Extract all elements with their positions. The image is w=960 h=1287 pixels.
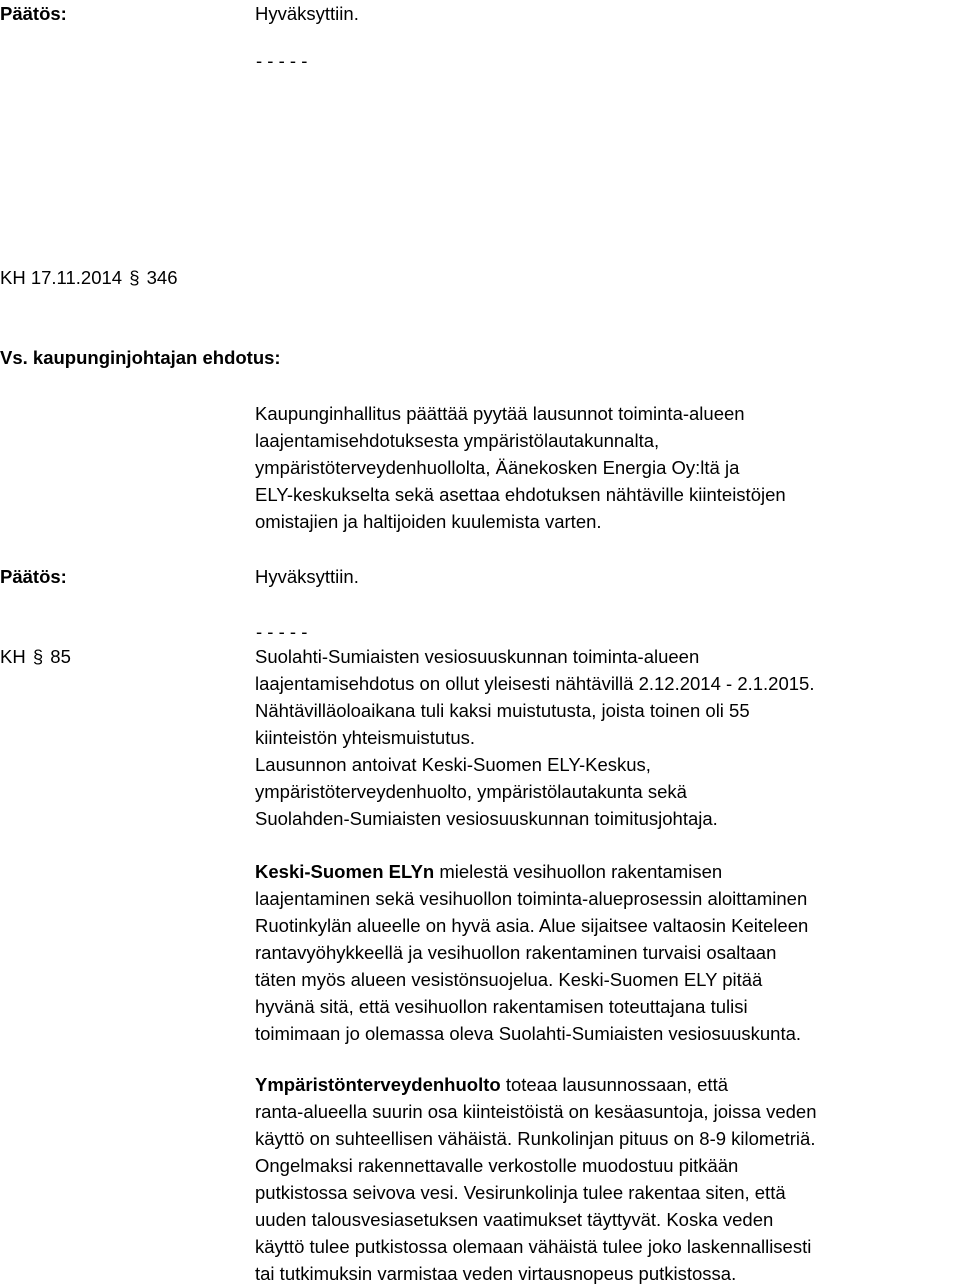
proposal-line: Kaupunginhallitus päättää pyytää lausunnot toiminta-alueen [255,403,745,424]
section-sign: § [129,267,140,288]
item-line: Nähtävilläoloaikana tuli kaksi muistutusta, joista toinen oli 55 [255,700,750,721]
decision-label-second: Päätös: [0,566,67,587]
item-line: ympäristöterveydenhuolto, ympäristölautakunta sekä [255,781,687,802]
ely-line: Ruotinkylän alueelle on hyvä asia. Alue sijaitsee valtaosin Keiteleen [255,915,809,936]
health-paragraph [255,1071,960,1287]
decision-label-top: Päätös: [0,3,67,24]
ely-paragraph [255,858,960,1047]
health-line: tai tutkimuksin varmistaa veden virtausnopeus putkistossa. [255,1263,737,1284]
health-line: ranta-alueella suurin osa kiinteistöistä on kesäasuntoja, joissa veden [255,1101,817,1122]
item-line: laajentamisehdotus on ollut yleisesti nähtävillä 2.12.2014 - 2.1.2015. [255,673,815,694]
kh-reference-number: 346 [146,267,178,288]
section-sign: § [32,646,44,667]
kh-item-prefix: KH [0,646,26,667]
health-line: putkistossa seivova vesi. Vesirunkolinja tulee rakentaa siten, että [255,1182,786,1203]
ely-line: hyvänä sitä, että vesihuollon rakentamisen toteuttajana tulisi [255,996,748,1017]
item-line: Suolahden-Sumiaisten vesiosuuskunnan toimitusjohtaja. [255,808,718,829]
decision-value-second: Hyväksyttiin. [255,566,359,587]
kh-reference-prefix: KH 17.11.2014 [0,267,123,288]
health-lead: Ympäristönterveydenhuolto [255,1074,501,1095]
ely-lead: Keski-Suomen ELYn [255,861,435,882]
proposal-paragraph [255,400,960,535]
ely-line: toimimaan jo olemassa oleva Suolahti-Sumiaisten vesiosuuskunta. [255,1023,802,1044]
health-line: käyttö on suhteellisen vähäistä. Runkolinjan pituus on 8-9 kilometriä. [255,1128,816,1149]
item-paragraph [255,643,960,832]
item-line: Suolahti-Sumiaisten vesiosuuskunnan toiminta-alueen [255,646,700,667]
proposal-line: laajentamisehdotuksesta ympäristölautakunnalta, [255,430,660,451]
ely-line: täten myös alueen vesistönsuojelua. Keski-Suomen ELY pitää [255,969,763,990]
ely-line: laajentaminen sekä vesihuollon toiminta-alueprosessin aloittaminen [255,888,808,909]
proposal-line: ELY-keskukselta sekä asettaa ehdotuksen nähtäville kiinteistöjen [255,484,786,505]
separator-top: - - - - - [256,50,308,71]
proposal-line: omistajien ja haltijoiden kuulemista varten. [255,511,602,532]
proposal-heading: Vs. kaupunginjohtajan ehdotus: [0,347,281,368]
proposal-line: ympäristöterveydenhuollolta, Äänekosken Energia Oy:ltä ja [255,457,740,478]
health-first-line-rest: toteaa lausunnossaan, että [500,1074,728,1095]
ely-line: rantavyöhykkeellä ja vesihuollon rakentaminen turvaisi osaltaan [255,942,777,963]
item-line: kiinteistön yhteismuistutus. [255,727,476,748]
health-line: Ongelmaksi rakennettavalle verkostolle muodostuu pitkään [255,1155,739,1176]
item-line: Lausunnon antoivat Keski-Suomen ELY-Keskus, [255,754,651,775]
kh-reference [0,264,178,291]
health-first-line [255,1071,960,1098]
ely-first-line [255,858,960,885]
decision-value-top: Hyväksyttiin. [255,3,359,24]
ely-first-line-rest: mielestä vesihuollon rakentamisen [434,861,723,882]
kh-item [0,643,71,670]
kh-item-number: 85 [50,646,71,667]
health-line: uuden talousvesiasetuksen vaatimukset täyttyvät. Koska veden [255,1209,774,1230]
health-line: käyttö tulee putkistossa olemaan vähäistä tulee joko laskennallisesti [255,1236,812,1257]
separator-second: - - - - - [256,621,308,642]
